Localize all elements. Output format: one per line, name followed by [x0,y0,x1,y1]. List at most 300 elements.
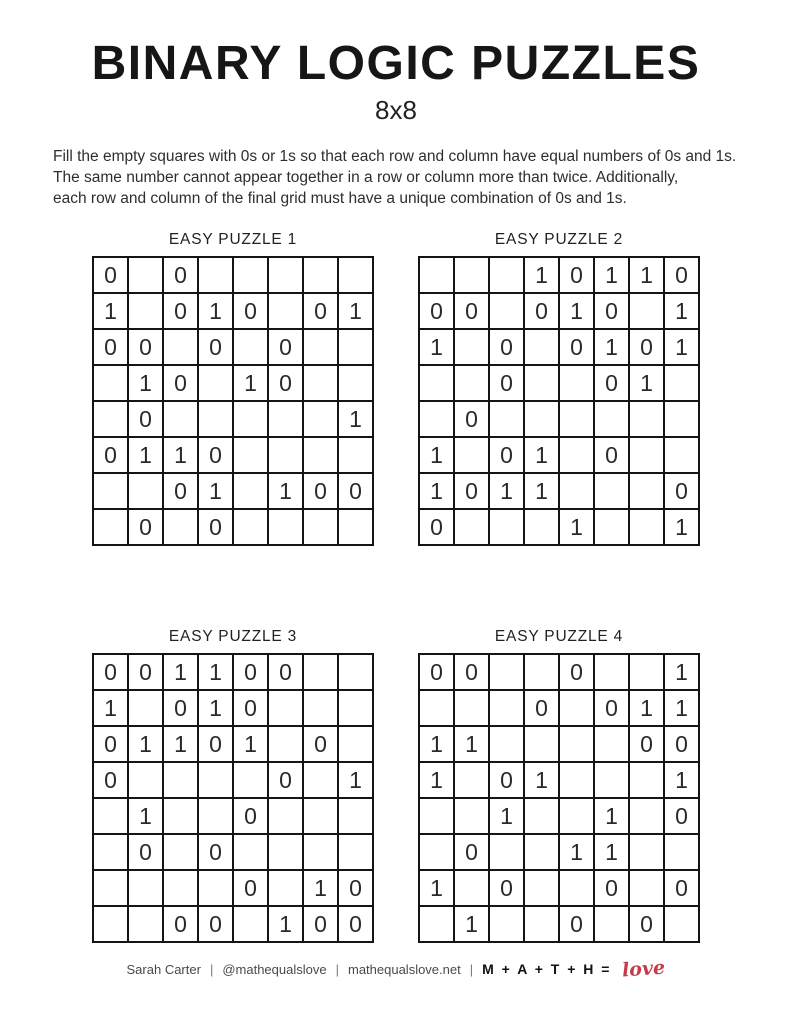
grid-cell-prefilled: 1 [419,726,454,762]
grid-cell-empty[interactable] [303,690,338,726]
grid-row [93,654,373,690]
grid-cell-prefilled: 0 [163,473,198,509]
author-name: Sarah Carter [126,961,201,977]
grid-cell-prefilled: 1 [524,473,559,509]
grid-cell-empty[interactable] [419,401,454,437]
grid-cell-empty[interactable] [419,834,454,870]
grid-cell-empty[interactable] [93,365,128,401]
grid-cell-empty[interactable] [338,509,373,545]
grid-cell-empty[interactable] [594,654,629,690]
grid-cell-prefilled: 0 [629,726,664,762]
grid-cell-prefilled: 1 [128,365,163,401]
grid-cell-empty[interactable] [233,509,268,545]
grid-cell-empty[interactable] [198,870,233,906]
grid-cell-empty[interactable] [594,473,629,509]
grid-row [419,690,699,726]
grid-cell-empty[interactable] [233,257,268,293]
grid-cell-empty[interactable] [233,437,268,473]
grid-cell-prefilled: 0 [664,798,699,834]
grid-cell-empty[interactable] [454,329,489,365]
grid-cell-empty[interactable] [268,690,303,726]
grid-cell-prefilled: 1 [524,257,559,293]
grid-cell-prefilled: 0 [664,726,699,762]
grid-cell-prefilled: 0 [163,906,198,942]
grid-cell-empty[interactable] [524,654,559,690]
grid-cell-empty[interactable] [524,834,559,870]
grid-cell-prefilled: 0 [93,726,128,762]
grid-cell-prefilled: 0 [594,437,629,473]
grid-cell-empty[interactable] [489,654,524,690]
grid-cell-empty[interactable] [163,762,198,798]
grid-cell-empty[interactable] [233,473,268,509]
grid-row [93,365,373,401]
grid-cell-empty[interactable] [454,509,489,545]
grid-cell-empty[interactable] [198,762,233,798]
grid-cell-empty[interactable] [233,834,268,870]
grid-cell-empty[interactable] [489,401,524,437]
grid-cell-prefilled: 1 [419,329,454,365]
grid-cell-prefilled: 1 [198,690,233,726]
grid-cell-empty[interactable] [303,401,338,437]
grid-cell-prefilled: 0 [338,870,373,906]
grid-cell-empty[interactable] [338,365,373,401]
grid-cell-prefilled: 1 [338,762,373,798]
grid-cell-empty[interactable] [489,509,524,545]
grid-cell-prefilled: 1 [233,365,268,401]
grid-cell-prefilled: 0 [268,654,303,690]
grid-cell-prefilled: 0 [489,762,524,798]
grid-cell-prefilled: 0 [93,257,128,293]
grid-row [93,834,373,870]
grid-cell-prefilled: 0 [489,329,524,365]
grid-cell-prefilled: 1 [664,762,699,798]
puzzle-title: EASY PUZZLE 3 [168,628,298,645]
grid-cell-prefilled: 0 [303,726,338,762]
grid-cell-prefilled: 0 [454,401,489,437]
grid-row [93,798,373,834]
grid-cell-empty[interactable] [268,257,303,293]
grid-cell-prefilled: 0 [233,870,268,906]
grid-cell-empty[interactable] [419,257,454,293]
grid-cell-empty[interactable] [93,509,128,545]
grid-cell-empty[interactable] [524,906,559,942]
grid-cell-empty[interactable] [163,509,198,545]
grid-cell-empty[interactable] [419,906,454,942]
grid-cell-empty[interactable] [419,690,454,726]
grid-row [419,654,699,690]
grid-cell-prefilled: 0 [128,509,163,545]
grid-cell-empty[interactable] [664,437,699,473]
puzzle-block-3 [92,628,374,943]
grid-cell-empty[interactable] [128,870,163,906]
grid-cell-prefilled: 0 [454,293,489,329]
grid-row [93,401,373,437]
grid-cell-empty[interactable] [93,906,128,942]
social-handle: @mathequalslove [222,961,327,977]
grid-cell-prefilled: 0 [594,690,629,726]
grid-cell-prefilled: 0 [198,509,233,545]
grid-cell-prefilled: 0 [419,293,454,329]
grid-row [419,726,699,762]
grid-cell-prefilled: 1 [338,293,373,329]
grid-cell-empty[interactable] [629,762,664,798]
grid-cell-prefilled: 1 [198,654,233,690]
grid-cell-empty[interactable] [303,365,338,401]
grid-cell-prefilled: 1 [338,401,373,437]
grid-cell-empty[interactable] [93,870,128,906]
footer-separator: | [335,961,339,977]
grid-cell-prefilled: 1 [419,870,454,906]
grid-cell-empty[interactable] [454,762,489,798]
grid-row [93,690,373,726]
grid-cell-prefilled: 1 [268,473,303,509]
grid-cell-prefilled: 0 [303,293,338,329]
grid-cell-empty[interactable] [489,726,524,762]
grid-cell-empty[interactable] [559,726,594,762]
grid-cell-prefilled: 1 [559,509,594,545]
grid-cell-empty[interactable] [163,834,198,870]
grid-cell-prefilled: 0 [303,906,338,942]
grid-cell-empty[interactable] [268,401,303,437]
grid-cell-prefilled: 0 [454,654,489,690]
grid-cell-empty[interactable] [93,473,128,509]
puzzle-title: EASY PUZZLE 2 [494,231,624,248]
grid-cell-prefilled: 0 [198,437,233,473]
grid-row [419,401,699,437]
grid-cell-empty[interactable] [524,401,559,437]
grid-cell-empty[interactable] [128,293,163,329]
grid-cell-empty[interactable] [594,762,629,798]
page-subtitle: 8x8 [375,95,417,125]
puzzle-grid [92,256,374,546]
grid-cell-prefilled: 0 [559,329,594,365]
grid-cell-empty[interactable] [629,654,664,690]
grid-cell-prefilled: 1 [93,690,128,726]
grid-cell-empty[interactable] [163,329,198,365]
grid-cell-prefilled: 1 [594,798,629,834]
grid-cell-empty[interactable] [489,906,524,942]
grid-cell-empty[interactable] [664,834,699,870]
grid-cell-empty[interactable] [559,690,594,726]
grid-cell-prefilled: 1 [419,437,454,473]
grid-cell-prefilled: 1 [93,293,128,329]
grid-cell-prefilled: 1 [454,906,489,942]
grid-cell-empty[interactable] [489,293,524,329]
grid-cell-prefilled: 0 [524,690,559,726]
grid-cell-empty[interactable] [128,690,163,726]
grid-cell-empty[interactable] [419,798,454,834]
grid-cell-prefilled: 0 [233,654,268,690]
grid-row [93,509,373,545]
grid-cell-empty[interactable] [338,257,373,293]
grid-cell-prefilled: 0 [198,906,233,942]
instructions-line: Fill the empty squares with 0s or 1s so that each row and column have equal numbers of 0s and 1s. [53,148,737,165]
grid-cell-prefilled: 0 [128,654,163,690]
grid-cell-prefilled: 0 [93,329,128,365]
grid-cell-prefilled: 1 [163,437,198,473]
grid-cell-prefilled: 1 [303,870,338,906]
grid-cell-prefilled: 0 [664,257,699,293]
grid-row [419,798,699,834]
grid-cell-empty[interactable] [629,293,664,329]
grid-cell-prefilled: 0 [454,834,489,870]
puzzle-block-2 [418,231,700,546]
grid-cell-prefilled: 1 [524,437,559,473]
footer-credit [0,958,792,980]
grid-cell-empty[interactable] [629,870,664,906]
grid-cell-prefilled: 1 [594,329,629,365]
grid-cell-empty[interactable] [198,798,233,834]
grid-cell-prefilled: 0 [559,654,594,690]
grid-cell-empty[interactable] [629,509,664,545]
grid-cell-empty[interactable] [268,509,303,545]
grid-cell-prefilled: 1 [664,329,699,365]
grid-cell-prefilled: 0 [268,329,303,365]
grid-cell-empty[interactable] [664,365,699,401]
grid-cell-empty[interactable] [268,870,303,906]
grid-cell-empty[interactable] [233,762,268,798]
grid-cell-empty[interactable] [664,906,699,942]
grid-cell-empty[interactable] [338,798,373,834]
grid-cell-empty[interactable] [338,654,373,690]
grid-row [93,726,373,762]
grid-cell-empty[interactable] [163,401,198,437]
grid-cell-empty[interactable] [303,257,338,293]
grid-cell-prefilled: 0 [338,473,373,509]
grid-row [419,257,699,293]
grid-cell-prefilled: 0 [163,690,198,726]
grid-cell-empty[interactable] [454,437,489,473]
grid-cell-empty[interactable] [303,509,338,545]
grid-cell-prefilled: 1 [419,762,454,798]
grid-cell-empty[interactable] [338,329,373,365]
grid-cell-empty[interactable] [303,762,338,798]
grid-cell-empty[interactable] [629,834,664,870]
grid-cell-prefilled: 1 [419,473,454,509]
grid-cell-empty[interactable] [594,509,629,545]
grid-row [419,365,699,401]
instructions-line: each row and column of the final grid must have a unique combination of 0s and 1s. [53,190,627,207]
grid-cell-empty[interactable] [93,798,128,834]
grid-cell-empty[interactable] [303,437,338,473]
grid-cell-prefilled: 0 [233,690,268,726]
grid-cell-prefilled: 0 [594,870,629,906]
grid-cell-prefilled: 1 [128,726,163,762]
grid-cell-prefilled: 0 [163,365,198,401]
grid-cell-prefilled: 0 [198,329,233,365]
grid-row [93,257,373,293]
grid-cell-empty[interactable] [163,798,198,834]
grid-cell-empty[interactable] [559,870,594,906]
grid-cell-prefilled: 0 [559,257,594,293]
grid-cell-prefilled: 0 [594,293,629,329]
grid-cell-prefilled: 0 [664,473,699,509]
grid-cell-empty[interactable] [594,906,629,942]
grid-cell-empty[interactable] [338,726,373,762]
grid-cell-prefilled: 0 [419,509,454,545]
puzzle-block-1 [92,231,374,546]
grid-cell-empty[interactable] [559,762,594,798]
grid-cell-prefilled: 0 [664,870,699,906]
grid-cell-prefilled: 1 [629,257,664,293]
grid-cell-empty[interactable] [559,437,594,473]
grid-cell-empty[interactable] [268,834,303,870]
puzzle-title: EASY PUZZLE 4 [494,628,624,645]
grid-cell-empty[interactable] [489,690,524,726]
grid-cell-prefilled: 1 [594,834,629,870]
footer-separator: | [469,961,474,977]
grid-cell-prefilled: 0 [419,654,454,690]
grid-cell-prefilled: 0 [338,906,373,942]
grid-cell-empty[interactable] [303,834,338,870]
grid-cell-prefilled: 0 [198,834,233,870]
grid-cell-prefilled: 0 [629,329,664,365]
grid-cell-prefilled: 1 [233,726,268,762]
grid-cell-empty[interactable] [163,870,198,906]
grid-cell-prefilled: 0 [268,762,303,798]
grid-row [419,870,699,906]
grid-cell-empty[interactable] [489,834,524,870]
grid-row [93,293,373,329]
grid-cell-empty[interactable] [454,365,489,401]
grid-cell-empty[interactable] [128,257,163,293]
puzzle-grid [418,256,700,546]
grid-cell-empty[interactable] [268,437,303,473]
grid-cell-prefilled: 1 [454,726,489,762]
grid-cell-empty[interactable] [303,654,338,690]
grid-cell-empty[interactable] [559,365,594,401]
grid-cell-prefilled: 0 [163,257,198,293]
grid-cell-empty[interactable] [524,329,559,365]
grid-cell-prefilled: 1 [594,257,629,293]
math-logo-text: M + A + T + H = [482,961,612,977]
grid-row [93,762,373,798]
grid-cell-prefilled: 1 [524,762,559,798]
grid-cell-empty[interactable] [338,690,373,726]
grid-cell-empty[interactable] [629,473,664,509]
grid-cell-prefilled: 1 [163,726,198,762]
love-logo-text: love [621,956,667,982]
grid-row [93,437,373,473]
page-title: BINARY LOGIC PUZZLES [91,37,701,90]
grid-cell-empty[interactable] [524,726,559,762]
grid-cell-empty[interactable] [524,870,559,906]
grid-cell-empty[interactable] [419,365,454,401]
grid-cell-empty[interactable] [559,798,594,834]
grid-cell-prefilled: 1 [559,834,594,870]
grid-cell-prefilled: 0 [128,834,163,870]
grid-cell-empty[interactable] [629,437,664,473]
grid-cell-empty[interactable] [198,365,233,401]
grid-cell-empty[interactable] [629,798,664,834]
grid-cell-empty[interactable] [454,690,489,726]
grid-cell-prefilled: 1 [489,798,524,834]
grid-cell-prefilled: 1 [198,473,233,509]
grid-row [419,437,699,473]
grid-cell-prefilled: 0 [489,437,524,473]
grid-cell-empty[interactable] [233,401,268,437]
grid-cell-empty[interactable] [128,762,163,798]
grid-row [419,329,699,365]
grid-row [419,834,699,870]
grid-cell-prefilled: 0 [128,401,163,437]
grid-cell-prefilled: 1 [198,293,233,329]
grid-cell-prefilled: 0 [198,726,233,762]
puzzle-block-4 [418,628,700,943]
puzzles-row-bottom [0,628,792,943]
grid-cell-empty[interactable] [303,798,338,834]
grid-cell-empty[interactable] [233,906,268,942]
grid-cell-empty[interactable] [198,401,233,437]
grid-cell-empty[interactable] [128,906,163,942]
grid-cell-empty[interactable] [454,870,489,906]
grid-row [419,762,699,798]
grid-cell-empty[interactable] [268,293,303,329]
grid-cell-empty[interactable] [524,509,559,545]
grid-cell-empty[interactable] [338,834,373,870]
grid-cell-prefilled: 1 [559,293,594,329]
grid-cell-prefilled: 0 [489,870,524,906]
grid-cell-empty[interactable] [198,257,233,293]
website-link: mathequalslove.net [347,961,461,977]
grid-cell-prefilled: 0 [268,365,303,401]
grid-cell-prefilled: 1 [664,293,699,329]
grid-cell-empty[interactable] [629,401,664,437]
grid-cell-prefilled: 1 [128,437,163,473]
grid-cell-prefilled: 0 [594,365,629,401]
grid-cell-prefilled: 1 [629,690,664,726]
grid-cell-empty[interactable] [268,726,303,762]
grid-cell-empty[interactable] [524,365,559,401]
grid-cell-empty[interactable] [559,473,594,509]
grid-cell-prefilled: 1 [268,906,303,942]
instructions [53,146,742,209]
grid-cell-empty[interactable] [524,798,559,834]
grid-cell-empty[interactable] [233,329,268,365]
grid-cell-empty[interactable] [338,437,373,473]
grid-cell-prefilled: 0 [559,906,594,942]
grid-cell-prefilled: 1 [128,798,163,834]
grid-cell-empty[interactable] [594,726,629,762]
grid-cell-empty[interactable] [303,329,338,365]
grid-cell-empty[interactable] [559,401,594,437]
grid-cell-empty[interactable] [268,798,303,834]
grid-cell-empty[interactable] [664,401,699,437]
grid-row [93,906,373,942]
grid-cell-empty[interactable] [128,473,163,509]
grid-cell-prefilled: 0 [524,293,559,329]
footer-separator: | [209,961,214,977]
grid-cell-prefilled: 1 [664,509,699,545]
puzzle-grid [418,653,700,943]
grid-cell-empty[interactable] [454,257,489,293]
grid-cell-empty[interactable] [594,401,629,437]
grid-row [93,329,373,365]
grid-cell-empty[interactable] [454,798,489,834]
grid-row [419,473,699,509]
grid-cell-prefilled: 1 [163,654,198,690]
grid-cell-empty[interactable] [93,834,128,870]
grid-cell-empty[interactable] [93,401,128,437]
grid-cell-empty[interactable] [489,257,524,293]
grid-cell-prefilled: 0 [303,473,338,509]
grid-cell-prefilled: 0 [454,473,489,509]
grid-cell-prefilled: 1 [489,473,524,509]
grid-row [419,906,699,942]
grid-row [93,473,373,509]
grid-row [93,870,373,906]
puzzle-grid [92,653,374,943]
